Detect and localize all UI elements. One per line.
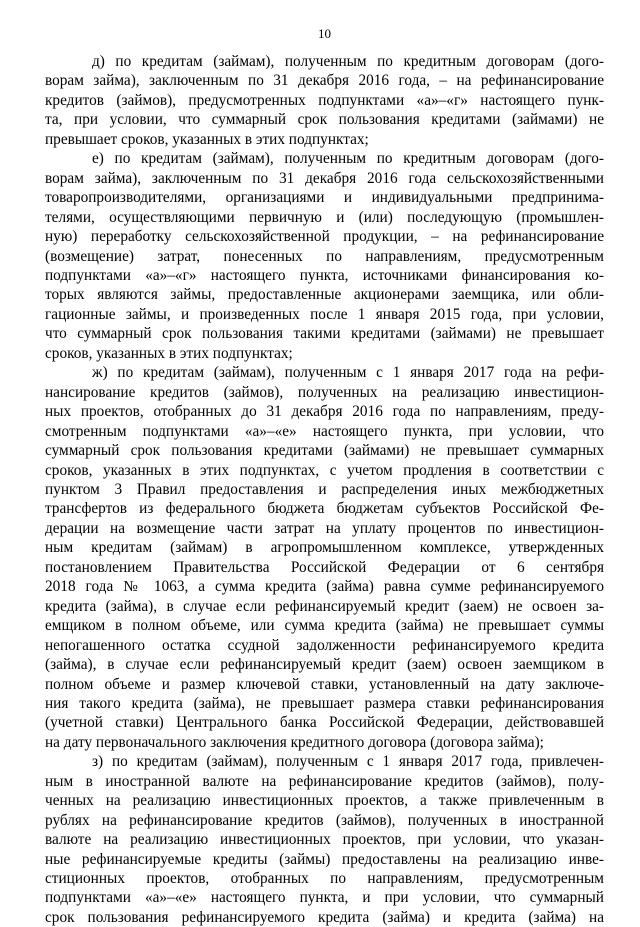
text-line: гационные займы, и произведенных после 1 января 2015 года, при условии, — [45, 305, 604, 323]
text-line: срок пользования рефинансируемого кредита (займа) и кредита (займа) на — [45, 908, 604, 926]
text-line: постановлением Правительства Российской Федерации от 6 сентября — [45, 558, 604, 576]
text-line: з) по кредитам (займам), полученным с 1 января 2017 года, привлечен- — [92, 753, 604, 771]
text-line: что суммарный срок пользования такими кредитами (займами) не превышает — [45, 325, 604, 343]
text-line: кредитов (займов), предусмотренных подпунктами «а»–«г» настоящего пунк- — [45, 91, 604, 109]
text-line: ворам займа), заключенным по 31 декабря 2016 года, – на рефинансирование — [45, 72, 604, 90]
text-line: превышает сроков, указанных в этих подпунктах; — [45, 130, 369, 148]
text-line: валюте на реализацию инвестиционных проектов, при условии, что указан- — [45, 831, 604, 849]
text-line: рублях на рефинансирование кредитов (займов), полученных в иностранной — [45, 811, 604, 829]
text-line: смотренным подпунктами «а»–«е» настоящего пункта, при условии, что — [45, 422, 604, 440]
page-number: 10 — [318, 26, 331, 41]
text-line: пунктом 3 Правил предоставления и распределения иных межбюджетных — [45, 480, 604, 498]
text-line: емщиком в полном объеме, или сумма кредита (займа) не превышает суммы — [45, 617, 604, 635]
text-line: (возмещение) затрат, понесенных по направлениям, предусмотренным — [45, 247, 604, 265]
text-line: ным в иностранной валюте на рефинансирование кредитов (займов), полу- — [45, 772, 604, 790]
text-line: (учетной ставки) Центрального банка Российской Федерации, действовавшей — [45, 714, 604, 732]
text-line: товаропроизводителями, организациями и индивидуальными предпринима- — [45, 189, 604, 207]
text-line: подпунктами «а»–«е» настоящего пункта, и при условии, что суммарный — [45, 889, 604, 907]
text-line: (займа), в случае если рефинансируемый кредит (заем) освоен заемщиком в — [45, 656, 604, 674]
text-line: д) по кредитам (займам), полученным по кредитным договорам (дого- — [92, 53, 604, 70]
text-line: кредита (займа), в случае если рефинансируемый кредит (заем) не освоен за- — [45, 597, 604, 615]
text-line: непогашенного остатка ссудной задолженности рефинансируемого кредита — [45, 636, 604, 654]
text-line: ным кредитам (займам) в агропромышленном комплексе, утвержденных — [45, 539, 604, 557]
text-line: стиционных проектов, отобранных по направлениям, предусмотренным — [45, 870, 604, 888]
text-line: подпунктами «а»–«г» настоящего пункта, источниками финансирования ко- — [45, 266, 604, 284]
text-line: телями, осуществляющими первичную и (или) последующую (промышлен- — [45, 208, 604, 226]
text-line: дерации на возмещение части затрат на уплату процентов по инвестицион- — [45, 519, 604, 537]
text-line: та, при условии, что суммарный срок пользования кредитами (займами) не — [45, 111, 604, 129]
text-line: сроков, указанных в этих подпунктах; — [45, 344, 293, 362]
text-line: на дату первоначального заключения кредитного договора (договора займа); — [45, 733, 544, 751]
text-line: торых являются займы, предоставленные акционерами заемщика, или обли- — [45, 286, 604, 304]
text-line: е) по кредитам (займам), полученным по кредитным договорам (дого- — [92, 150, 604, 168]
text-line: 2018 года № 1063, а сумма кредита (займа) равна сумме рефинансируемого — [45, 578, 604, 596]
text-line: полном объеме и размер ключевой ставки, установленный на дату заключе- — [45, 675, 604, 693]
text-line: нансирование кредитов (займов), полученных на реализацию инвестицион- — [45, 383, 604, 401]
text-line: трансфертов из федерального бюджета бюджетам субъектов Российской Фе- — [45, 500, 604, 518]
text-line: ж) по кредитам (займам), полученным с 1 января 2017 года на рефи- — [92, 364, 604, 382]
text-line: сроков, указанных в этих подпунктах, с учетом продления в соответствии с — [45, 461, 604, 479]
text-line: суммарный срок пользования кредитами (займами) не превышает суммарных — [45, 442, 604, 460]
text-line: ченных на реализацию инвестиционных проектов, а также привлеченным в — [45, 792, 604, 810]
text-line: ворам займа), заключенным по 31 декабря 2016 года сельскохозяйственными — [45, 169, 604, 187]
text-line: ных проектов, отобранных до 31 декабря 2016 года по направлениям, преду- — [45, 403, 604, 421]
text-line: ные рефинансируемые кредиты (займы) предоставлены на реализацию инве- — [45, 850, 604, 868]
text-line: ную) переработку сельскохозяйственной продукции, – на рефинансирование — [45, 228, 604, 246]
text-line: ния такого кредита (займа), не превышает размера ставки рефинансирования — [45, 694, 604, 712]
body-text — [45, 52, 604, 927]
